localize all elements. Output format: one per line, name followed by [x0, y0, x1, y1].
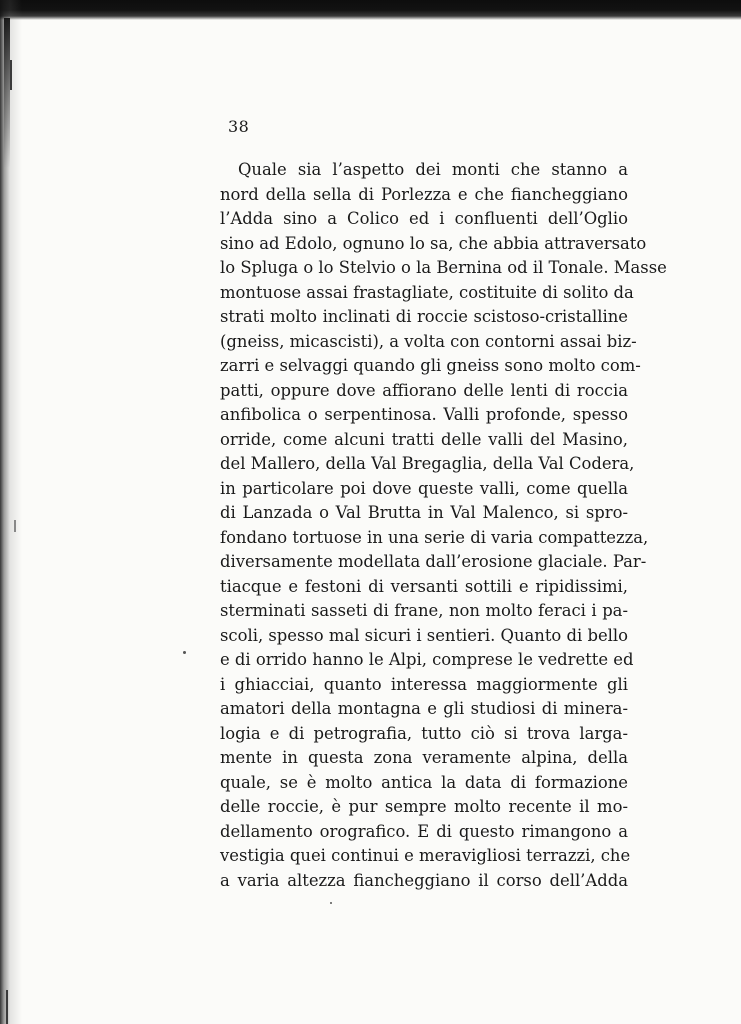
text-line: sterminati sasseti di frane, non molto feraci i pa- [220, 601, 628, 620]
text-line: quale, se è molto antica la data di formazione [220, 772, 628, 792]
text-line: logia e di petrografia, tutto ciò si trova larga- [220, 723, 628, 743]
text-line: diversamente modellata dall’erosione glaciale. Par- [220, 552, 647, 571]
text-line: (gneiss, micascisti), a volta con contorni assai biz- [220, 331, 637, 351]
text-line: l’Adda sino a Colico ed i confluenti dell’Oglio [220, 209, 628, 228]
text-line: dellamento orografico. E di questo rimangono a [220, 821, 628, 841]
scan-speck [6, 990, 8, 1024]
text-line: di Lanzada o Val Brutta in Val Malenco, si spro- [220, 503, 628, 522]
text-line: a varia altezza fiancheggiano il corso dell’Adda [220, 870, 628, 890]
page-number: 38 [228, 117, 250, 136]
text-line: i ghiacciai, quanto interessa maggiormente gli [220, 674, 628, 694]
scan-dot [330, 902, 332, 904]
text-line: anfibolica o serpentinosa. Valli profonde, spesso [220, 405, 628, 424]
text-line: strati molto inclinati di roccie scistoso-cristalline [220, 307, 628, 326]
text-line: amatori della montagna e gli studiosi di minera- [220, 699, 628, 718]
text-line: sino ad Edolo, ognuno lo sa, che abbia attraversato [220, 233, 647, 253]
scan-speck [10, 60, 12, 90]
text-line: zarri e selvaggi quando gli gneiss sono molto com- [220, 356, 641, 375]
text-line: e di orrido hanno le Alpi, comprese le vedrette ed [220, 650, 634, 669]
text-line: orride, come alcuni tratti delle valli del Masino, [220, 429, 628, 449]
body-text [220, 158, 667, 893]
text-line: lo Spluga o lo Stelvio o la Bernina od il Tonale. Masse [220, 258, 667, 277]
text-line: tiacque e festoni di versanti sottili e ripidissimi, [220, 576, 628, 596]
text-line: del Mallero, della Val Bregaglia, della Val Codera, [220, 454, 635, 473]
text-line: delle roccie, è pur sempre molto recente il mo- [220, 797, 628, 816]
text-line: nord della sella di Porlezza e che fiancheggiano [220, 184, 628, 204]
scan-dot [183, 651, 186, 654]
text-line: in particolare poi dove queste valli, come quella [220, 478, 628, 498]
scan-speck [14, 520, 16, 532]
text-line: vestigia quei continui e meravigliosi terrazzi, che [220, 846, 631, 865]
text-line: Quale sia l’aspetto dei monti che stanno a [238, 160, 628, 179]
text-line: scoli, spesso mal sicuri i sentieri. Quanto di bello [220, 625, 628, 645]
text-line: mente in questa zona veramente alpina, della [220, 748, 628, 767]
scan-top-edge [0, 0, 741, 20]
scan-left-streak [4, 18, 10, 168]
text-line: fondano tortuose in una serie di varia compattezza, [220, 527, 649, 547]
text-line: patti, oppure dove affiorano delle lenti di roccia [220, 380, 628, 400]
text-line: montuose assai frastagliate, costituite di solito da [220, 282, 634, 302]
